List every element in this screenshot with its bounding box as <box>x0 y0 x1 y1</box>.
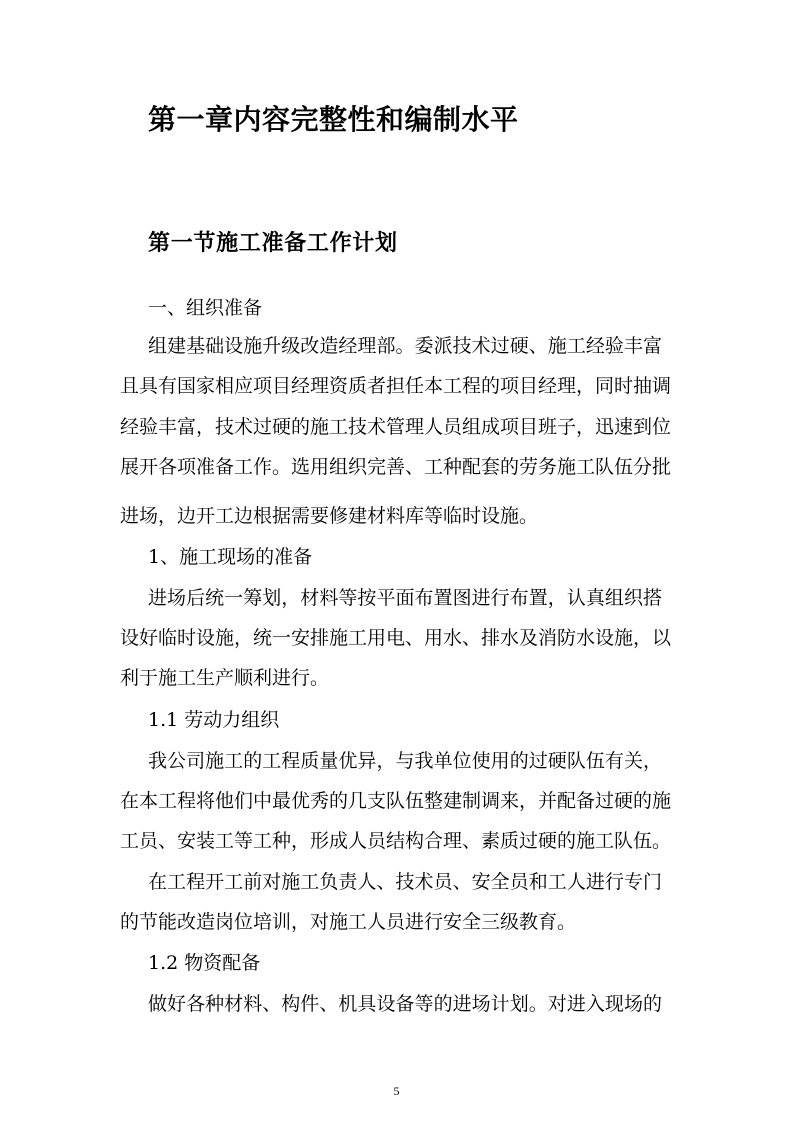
heading-materials: 1.2 物资配备 <box>148 952 261 974</box>
paragraph-line: 设好临时设施，统一安排施工用电、用水、排水及消防水设施，以 <box>120 627 672 649</box>
paragraph-line: 且具有国家相应项目经理资质者担任本工程的项目经理，同时抽调 <box>120 375 672 397</box>
paragraph-line: 进场后统一筹划，材料等按平面布置图进行布置，认真组织搭 <box>148 587 662 609</box>
paragraph-line: 的节能改造岗位培训，对施工人员进行安全三级教育。 <box>120 911 577 933</box>
paragraph-line: 在工程开工前对施工负责人、技术员、安全员和工人进行专门 <box>148 871 662 893</box>
paragraph-line: 经验丰富，技术过硬的施工技术管理人员组成项目班子，迅速到位 <box>120 416 672 438</box>
section-title: 第一节施工准备工作计划 <box>148 230 398 256</box>
chapter-title: 第一章内容完整性和编制水平 <box>148 103 519 136</box>
paragraph-line: 组建基础设施升级改造经理部。委派技术过硬、施工经验丰富 <box>148 335 662 357</box>
paragraph-line: 做好各种材料、构件、机具设备等的进场计划。对进入现场的 <box>148 993 662 1015</box>
paragraph-line: 利于施工生产顺利进行。 <box>120 667 330 689</box>
paragraph-line: 进场，边开工边根据需要修建材料库等临时设施。 <box>120 505 539 527</box>
heading-organization: 一、组织准备 <box>148 297 263 319</box>
heading-site-preparation: 1、施工现场的准备 <box>148 546 313 568</box>
paragraph-line: 我公司施工的工程质量优异，与我单位使用的过硬队伍有关， <box>148 750 662 772</box>
page-number: 5 <box>393 1084 400 1098</box>
paragraph-line: 工员、安装工等工种，形成人员结构合理、素质过硬的施工队伍。 <box>120 830 672 852</box>
paragraph-line: 展开各项准备工作。选用组织完善、工种配套的劳务施工队伍分批 <box>120 456 672 478</box>
paragraph-line: 在本工程将他们中最优秀的几支队伍整建制调来，并配备过硬的施 <box>120 790 672 812</box>
heading-labor: 1.1 劳动力组织 <box>148 709 280 731</box>
